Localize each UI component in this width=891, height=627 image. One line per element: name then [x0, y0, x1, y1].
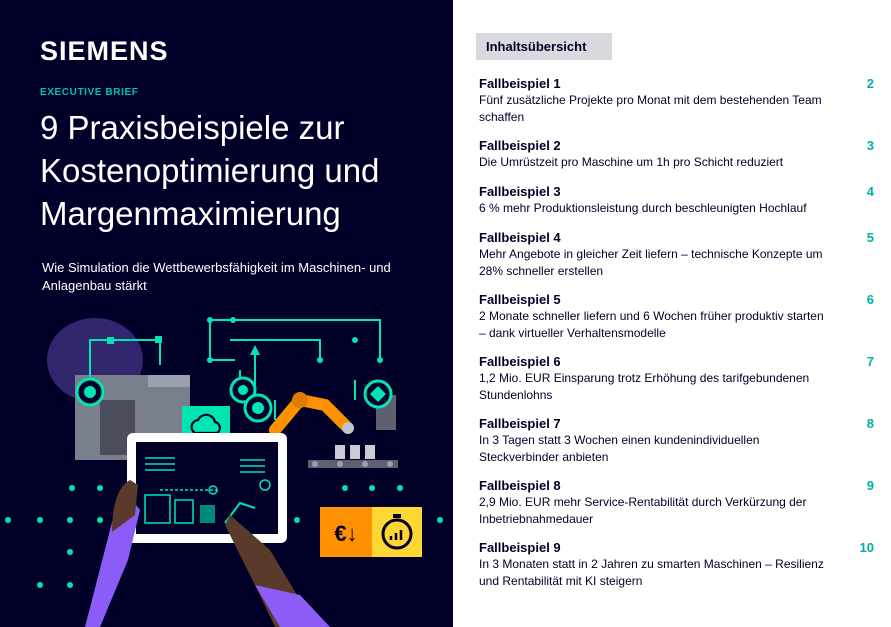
toc-item-desc: In 3 Monaten statt in 2 Jahren zu smarten Maschinen – Resilienz und Rentabilität mit KI steigern	[479, 557, 824, 588]
toc-page-number[interactable]: 5	[866, 230, 874, 245]
stopwatch-icon	[372, 507, 422, 557]
toc-item-desc: 6 % mehr Produktionsleistung durch beschleunigten Hochlauf	[479, 201, 807, 215]
toc-item-title: Fallbeispiel 7	[479, 416, 561, 431]
tablet-icon	[127, 433, 287, 543]
toc-page-number[interactable]: 2	[866, 76, 874, 91]
toc-item-1[interactable]	[479, 76, 874, 138]
toc-item-title: Fallbeispiel 4	[479, 230, 561, 245]
toc-item-desc: 1,2 Mio. EUR Einsparung trotz Erhöhung des tarifgebundenen Stundenlohns	[479, 371, 810, 402]
toc-item-title: Fallbeispiel 5	[479, 292, 561, 307]
page-subtitle: Wie Simulation die Wettbewerbsfähigkeit im Maschinen- und Anlagenbau stärkt	[42, 260, 391, 293]
kicker-label: EXECUTIVE BRIEF	[40, 87, 139, 98]
svg-text:€↓: €↓	[334, 521, 358, 546]
euro-down-icon	[320, 507, 372, 557]
toc-item-title: Fallbeispiel 6	[479, 354, 561, 369]
toc-item-title: Fallbeispiel 2	[479, 138, 561, 153]
toc-item-desc: Fünf zusätzliche Projekte pro Monat mit dem bestehenden Team schaffen	[479, 93, 822, 124]
toc-list	[479, 76, 874, 602]
toc-item-title: Fallbeispiel 3	[479, 184, 561, 199]
toc-page-number[interactable]: 8	[866, 416, 874, 431]
toc-item-7[interactable]	[479, 416, 874, 478]
toc-item-desc: In 3 Tagen statt 3 Wochen einen kundenindividuellen Steckverbinder anbieten	[479, 433, 760, 464]
toc-item-8[interactable]	[479, 478, 874, 540]
toc-item-3[interactable]	[479, 184, 874, 230]
toc-item-6[interactable]	[479, 354, 874, 416]
toc-item-title: Fallbeispiel 8	[479, 478, 561, 493]
toc-page-number[interactable]: 7	[866, 354, 874, 369]
toc-heading: Inhaltsübersicht	[476, 33, 612, 60]
toc-page-number[interactable]: 6	[866, 292, 874, 307]
toc-item-desc: Die Umrüstzeit pro Maschine um 1h pro Schicht reduziert	[479, 155, 784, 169]
toc-page-number[interactable]: 3	[866, 138, 874, 153]
toc-page-number[interactable]: 4	[866, 184, 874, 199]
toc-item-2[interactable]	[479, 138, 874, 184]
toc-item-desc: 2,9 Mio. EUR mehr Service-Rentabilität durch Verkürzung der Inbetriebnahmedauer	[479, 495, 807, 526]
toc-item-desc: 2 Monate schneller liefern und 6 Wochen früher produktiv starten – dank virtueller Verhaltensmodelle	[479, 309, 824, 340]
toc-page-number[interactable]: 10	[859, 540, 874, 555]
toc-item-title: Fallbeispiel 9	[479, 540, 561, 555]
toc-item-title: Fallbeispiel 1	[479, 76, 561, 91]
toc-panel	[453, 0, 891, 627]
toc-page-number[interactable]: 9	[866, 478, 874, 493]
toc-item-4[interactable]	[479, 230, 874, 292]
page-title: 9 Praxisbeispiele zur Kostenoptimierung und Margenmaximierung	[40, 109, 380, 232]
toc-item-desc: Mehr Angebote in gleicher Zeit liefern – technische Konzepte um 28% schneller erstellen	[479, 247, 823, 278]
robot-arm-icon	[275, 392, 354, 434]
factory-illustration	[0, 300, 453, 627]
siemens-logo: SIEMENS	[40, 36, 169, 66]
toc-item-9[interactable]	[479, 540, 874, 602]
toc-item-5[interactable]	[479, 292, 874, 354]
